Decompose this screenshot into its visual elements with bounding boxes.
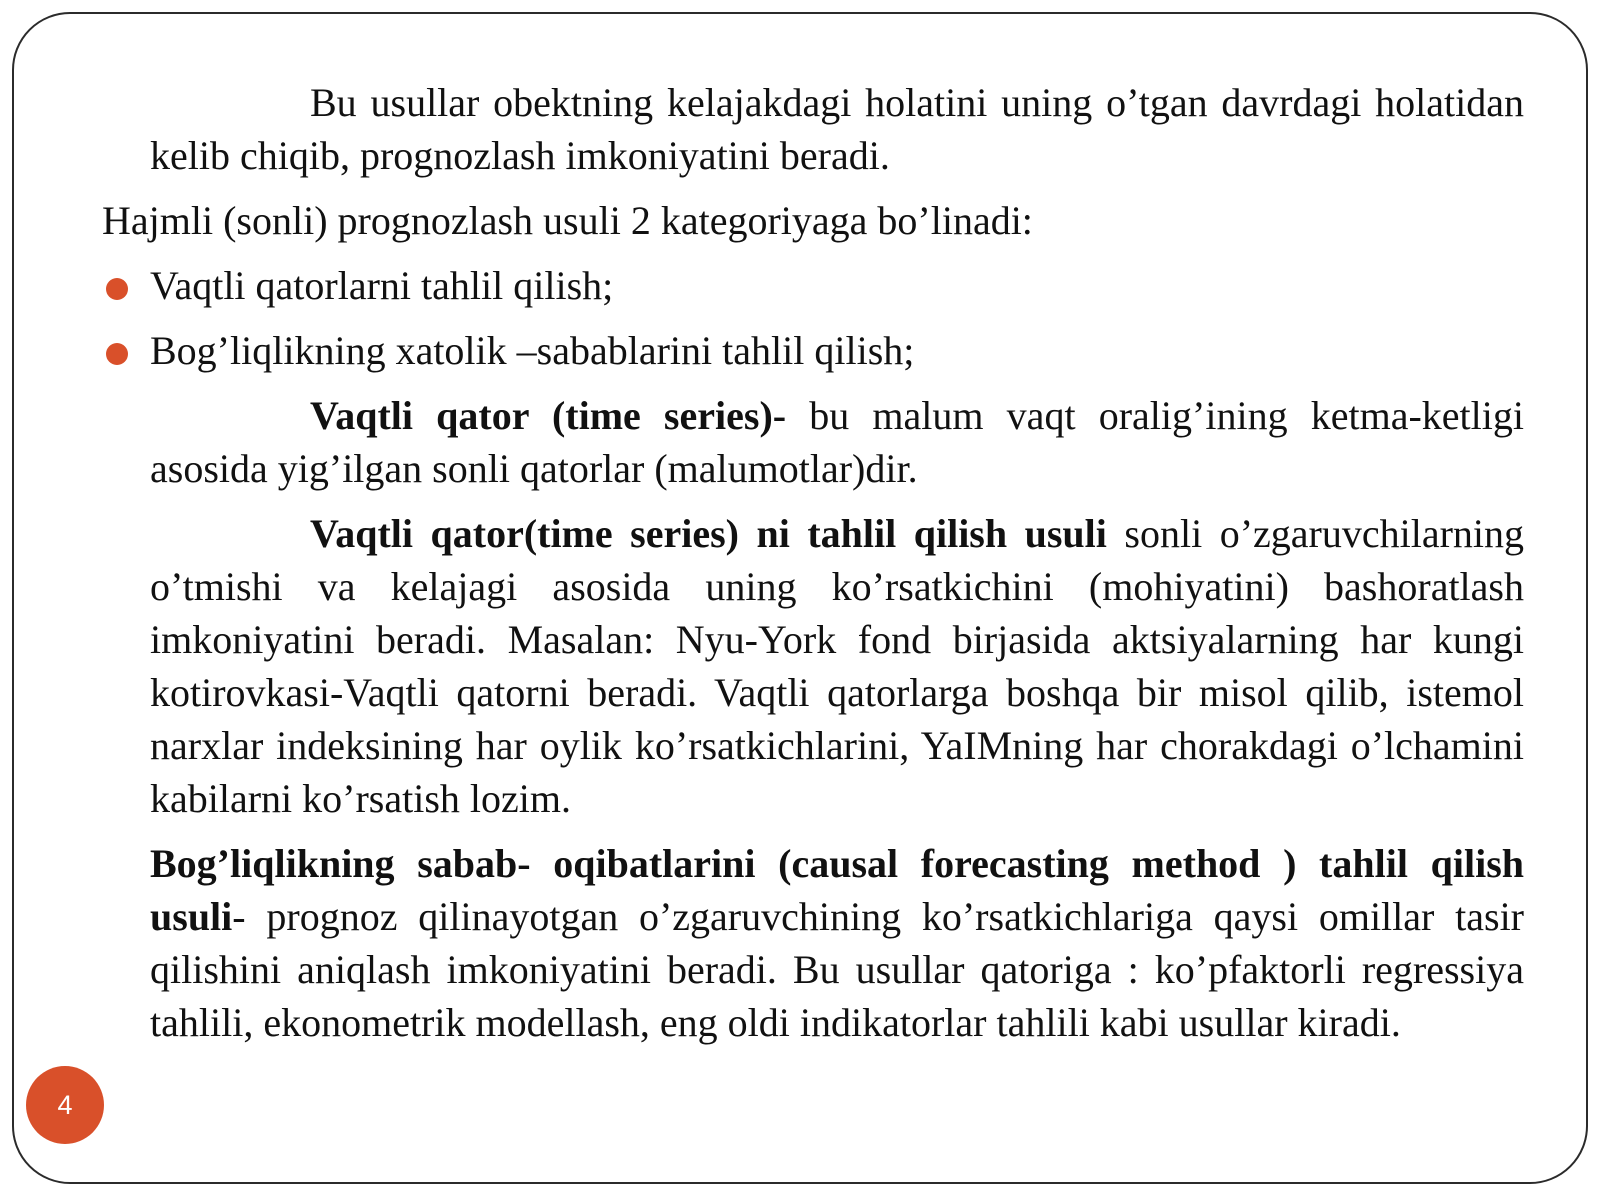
slide-frame — [12, 12, 1588, 1184]
intro-paragraph — [92, 76, 1524, 182]
bullet-item-text: Vaqtli qatorlarni tahlil qilish; — [150, 263, 614, 308]
bullet-item-1 — [92, 259, 1524, 312]
causal-method-text: - prognoz qilinayotgan o’zgaruvchining ko’rsatkichlariga qaysi omillar tasir qilishini aniqlash imkoniyatini beradi. Bu usullar qatoriga : ko’pfaktorli regressiya tahlili, ekonometrik modellash, eng oldi indikatorlar tahlili kabi usullar kiradi. — [150, 894, 1524, 1045]
categories-heading — [92, 194, 1524, 247]
time-series-method-paragraph — [92, 507, 1524, 825]
page-number: 4 — [57, 1089, 73, 1120]
time-series-definition — [92, 389, 1524, 495]
time-series-method-term: Vaqtli qator(time series) ni tahlil qilish usuli — [310, 511, 1107, 556]
bullet-dot-icon — [106, 343, 128, 365]
causal-method-term: Bog’liqlikning sabab- oqibatlarini (causal forecasting method ) tahlil qilish usuli — [150, 841, 1524, 939]
time-series-definition-text: bu malum vaqt oralig’ining ketma-ketligi asosida yig’ilgan sonli qatorlar (malumotlar)dir. — [150, 393, 1524, 491]
page-number-badge — [26, 1066, 104, 1144]
bullet-item-2 — [92, 324, 1524, 377]
slide-content — [92, 76, 1524, 1061]
bullet-item-text: Bog’liqlikning xatolik –sabablarini tahlil qilish; — [150, 328, 915, 373]
time-series-term: Vaqtli qator (time series)- — [310, 393, 787, 438]
causal-method-paragraph — [92, 837, 1524, 1049]
categories-heading-text: Hajmli (sonli) prognozlash usuli 2 kategoriyaga bo’linadi: — [102, 198, 1033, 243]
intro-text: Bu usullar obektning kelajakdagi holatini uning o’tgan davrdagi holatidan kelib chiqib, prognozlash imkoniyatini beradi. — [150, 80, 1524, 178]
time-series-method-text: sonli o’zgaruvchilarning o’tmishi va kelajagi asosida uning ko’rsatkichini (mohiyatini) bashoratlash imkoniyatini beradi. Masalan: Nyu-York fond birjasida aktsiyalarning har kungi kotirovkasi-Vaqtli qatorni beradi. Vaqtli qatorlarga boshqa bir misol qilib, istemol narxlar indeksining har oylik ko’rsatkichlarini, YaIMning har chorakdagi o’lchamini kabilarni ko’rsatish lozim. — [150, 511, 1525, 821]
bullet-dot-icon — [106, 278, 128, 300]
